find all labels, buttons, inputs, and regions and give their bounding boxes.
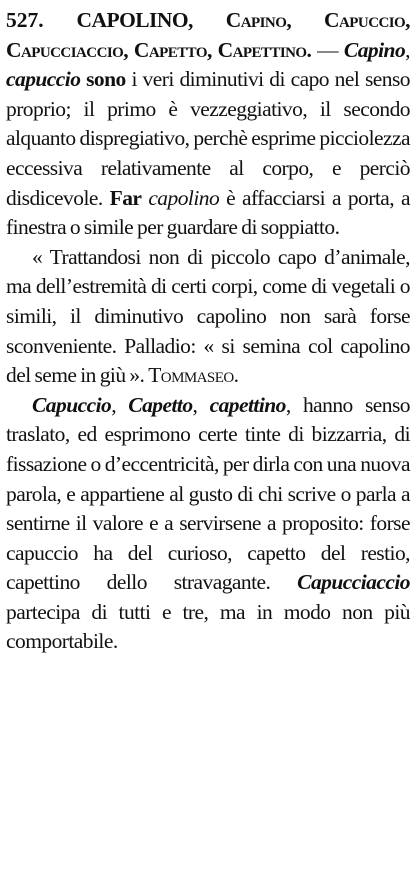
entry-paragraph-quotation <box>6 243 410 391</box>
entry-headword: CAPOLINO <box>76 8 189 32</box>
figurative-text: , hanno senso traslato, ed esprimono certe tinte di bizzarria, di fissazione o d’eccentricità, per dirla con una nuova parola, e appartiene al gusto di chi scrive o parla a sentirne il valore e a servirsene a proposito: forse capuccio ha del curioso, capetto del restio, capettino dello stravagante. <box>6 392 411 595</box>
definition-text-end: è affacciarsi a porta, a finestra o simile per guardare di soppiatto. <box>6 185 411 240</box>
term-capuccio: capuccio <box>6 67 81 92</box>
bold-word-sono: sono <box>80 67 126 92</box>
entry-paragraph-definition <box>6 6 410 243</box>
term-capetto: Capetto <box>128 392 193 417</box>
term-capino: Capino <box>343 37 406 62</box>
entry-number: 527. <box>6 8 44 32</box>
separator: , <box>111 392 129 417</box>
term-capolino: capolino <box>148 185 220 210</box>
dictionary-entry <box>6 6 410 657</box>
entry-paragraph-figurative <box>6 391 410 657</box>
em-dash: — <box>311 37 344 62</box>
separator: , <box>405 37 410 62</box>
bold-word-far: Far <box>109 185 142 210</box>
term-capucciaccio: Capucciaccio <box>297 570 410 595</box>
entry-variants: , Capino, Capuccio, Capucciaccio, Capetto, Capettino. <box>6 8 411 62</box>
separator: , <box>192 392 210 417</box>
quotation-text: « Trattandosi non di piccolo capo d’animale, ma dell’estremità di certi corpi, come di vegetali o simili, il diminutivo capolino non sarà forse sconveniente. Palladio: « si semina col capolino del seme in giù ». <box>6 244 410 388</box>
definition-text: i veri diminutivi di capo nel senso proprio; il primo è vezzeggiativo, il secondo alquanto dispregiativo, perchè esprime picciolezza eccessiva relativamente al corpo, e perciò disdicevole. <box>6 67 411 210</box>
term-capettino: capettino <box>209 392 286 417</box>
figurative-text-end: partecipa di tutti e tre, ma in modo non più comportabile. <box>6 599 410 654</box>
quotation-author: Tommaseo. <box>148 363 239 388</box>
term-capuccio-fig: Capuccio <box>32 392 112 417</box>
